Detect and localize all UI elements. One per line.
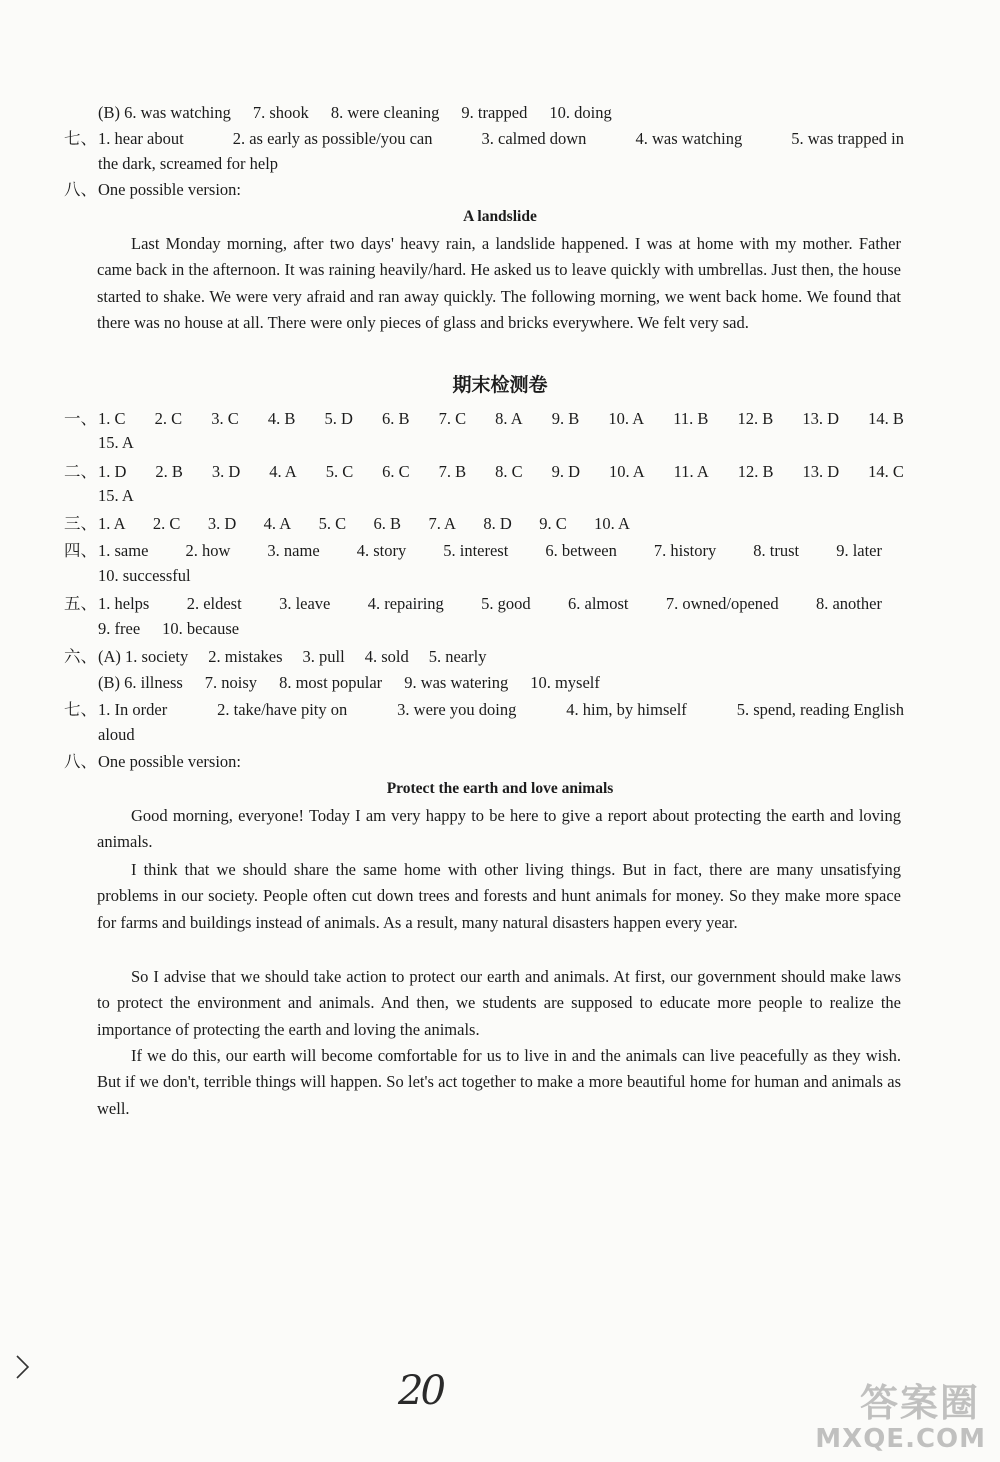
answer-list (98, 593, 882, 615)
answer-text: 15. A (98, 486, 134, 505)
answer-item: 10. because (162, 619, 240, 638)
answer-item: 2. mistakes (208, 647, 283, 666)
intro-text: One possible version: (98, 180, 241, 199)
answer-item: 7. noisy (204, 673, 258, 692)
answer-item: 4. B (267, 409, 296, 428)
answer-item: 4. him, by himself (566, 700, 687, 719)
answer-item: 9. later (836, 541, 882, 560)
answer-item: 7. B (438, 462, 467, 481)
chevron-right-icon (14, 1352, 32, 1382)
answer-list (98, 618, 904, 640)
answer-item: 10. myself (530, 673, 600, 692)
answer-item: 2. as early as possible/you can (232, 129, 433, 148)
answer-item: 5. interest (443, 541, 509, 560)
answer-item: 4. was watching (635, 129, 743, 148)
answer-item: 5. C (318, 514, 347, 533)
answer-item: 7. shook (252, 103, 309, 122)
question-label: 七、 (64, 700, 97, 719)
answer-item: 13. D (802, 462, 840, 481)
question-label: 一、 (64, 409, 97, 428)
answer-list (98, 128, 904, 150)
answer-item: 2. C (154, 409, 183, 428)
answer-item: 6. B (373, 514, 402, 533)
answer-item: 8. C (495, 462, 523, 481)
answer-item: 4. sold (364, 647, 409, 666)
answer-item: 5. was trapped in (791, 129, 904, 148)
question-label: 二、 (64, 462, 97, 481)
answer-item: 8. A (495, 409, 523, 428)
answer-item: 8. most popular (279, 673, 383, 692)
essay-text: So I advise that we should take action to protect our earth and animals. At first, our government should make laws to protect the environment and animals. And then, we students are supposed to educate more people to realize the importance of protecting the earth and loving the animals. (97, 967, 901, 1039)
question-label: 八、 (64, 180, 97, 199)
answer-list (98, 699, 904, 721)
answer-item: (A) 1. society (98, 647, 189, 666)
answer-text: 10. successful (98, 566, 191, 585)
answer-item: 8. D (483, 514, 512, 533)
answer-item: 3. name (267, 541, 320, 560)
answer-list (98, 540, 882, 562)
answer-item: 11. B (673, 409, 709, 428)
essay-paragraph-1 (97, 803, 901, 856)
answer-item: 8. trust (753, 541, 800, 560)
answer-item: 5. good (481, 594, 531, 613)
answer-item: 12. B (737, 409, 774, 428)
answer-item: 6. between (545, 541, 617, 560)
answer-item: 4. repairing (367, 594, 444, 613)
essay-text: Last Monday morning, after two days' heavy rain, a landslide happened. I was at home with my mother. Father came back in the afternoon. It was raining heavily/hard. He asked us to leave quickly with umbrellas. Just then, the house started to shake. We were very afraid and ran away quickly. The following morning, we went back home. We found that there was no house at all. There were only pieces of glass and bricks everywhere. We felt very sad. (97, 234, 901, 332)
page-number: 20 (398, 1368, 443, 1414)
answer-item: 1. hear about (98, 129, 184, 148)
essay-paragraph-4 (97, 1043, 901, 1122)
answer-list (98, 513, 630, 535)
answer-item: 3. calmed down (481, 129, 587, 148)
answer-item: (B) 6. illness (98, 673, 183, 692)
answer-item: 3. C (211, 409, 239, 428)
answer-item: 9. D (551, 462, 580, 481)
answer-item: 14. B (868, 409, 904, 428)
question-label: 六、 (64, 647, 97, 666)
essay-text: If we do this, our earth will become comfortable for us to live in and the animals can live peacefully as they wish. But if we don't, terrible things will happen. So let's act together to make a more beautiful home for human and animals as well. (97, 1046, 901, 1118)
answer-item: 5. D (324, 409, 353, 428)
answer-item: 6. almost (568, 594, 629, 613)
answer-item: 2. how (185, 541, 231, 560)
answer-item: 1. C (98, 409, 126, 428)
answer-item: 9. C (539, 514, 567, 533)
answer-text: the dark, screamed for help (98, 154, 279, 173)
essay-text: I think that we should share the same home with other living things. But in fact, there are many unsatisfying problems in our society. People often cut down trees and forests and hunt animals for money. So they make more space for farms and buildings instead of animals. As a result, many natural disasters happen every year. (97, 860, 901, 932)
answer-item: 2. B (155, 462, 183, 481)
answer-list (98, 102, 698, 124)
answer-item: 1. D (98, 462, 127, 481)
essay-paragraph-2 (97, 857, 901, 936)
answer-item: 7. C (438, 409, 467, 428)
answer-item: 4. A (263, 514, 292, 533)
answer-list (98, 408, 904, 430)
question-label: 四、 (64, 541, 97, 560)
answer-item: 5. spend, reading English (736, 700, 904, 719)
watermark-text: 答案圈 (859, 1381, 980, 1425)
answer-item: 7. owned/opened (665, 594, 779, 613)
answer-item: 6. C (382, 462, 410, 481)
answer-item: 2. eldest (186, 594, 242, 613)
essay-title: A landslide (463, 208, 537, 225)
answer-item: 14. C (868, 462, 904, 481)
answer-item: 6. B (381, 409, 410, 428)
answer-item: 10. A (608, 409, 645, 428)
essay-paragraph (97, 231, 901, 336)
essay-title: Protect the earth and love animals (386, 780, 614, 797)
answer-item: 3. D (207, 514, 237, 533)
answer-text: 15. A (98, 433, 134, 452)
answer-text: aloud (98, 725, 135, 744)
answer-list (98, 461, 904, 483)
answer-item: 5. C (325, 462, 354, 481)
answer-item: 3. leave (279, 594, 331, 613)
answer-item: 10. A (608, 462, 645, 481)
answer-item: 7. A (428, 514, 456, 533)
watermark (786, 1372, 986, 1454)
intro-text: One possible version: (98, 752, 241, 771)
answer-item: 10. doing (549, 103, 612, 122)
answer-item: 8. were cleaning (330, 103, 440, 122)
answer-item: 9. was watering (404, 673, 509, 692)
answer-item: 12. B (737, 462, 774, 481)
answer-item: 13. D (802, 409, 840, 428)
edge-mark (14, 1352, 32, 1387)
answer-item: 7. history (653, 541, 717, 560)
answer-list (98, 646, 904, 668)
answer-item: 9. free (98, 619, 141, 638)
question-label: 三、 (64, 514, 97, 533)
answer-item: 4. A (269, 462, 297, 481)
answer-item: 3. were you doing (397, 700, 517, 719)
question-label: 七、 (64, 129, 97, 148)
answer-item: 9. trapped (461, 103, 528, 122)
section-title: 期末检测卷 (452, 374, 548, 396)
essay-paragraph-3 (97, 964, 901, 1043)
answer-item: 4. story (356, 541, 407, 560)
answer-item: (B) 6. was watching (98, 103, 231, 122)
answer-item: 2. C (152, 514, 181, 533)
answer-item: 1. A (98, 514, 126, 533)
answer-item: 10. A (594, 514, 630, 533)
answer-item: 3. pull (302, 647, 345, 666)
question-label: 五、 (64, 594, 97, 613)
essay-text: Good morning, everyone! Today I am very happy to be here to give a report about protecting the earth and loving animals. (97, 806, 901, 852)
answer-item: 2. take/have pity on (217, 700, 348, 719)
answer-item: 3. D (211, 462, 241, 481)
answer-item: 1. same (98, 541, 149, 560)
answer-item: 1. In order (98, 700, 168, 719)
answer-item: 5. nearly (428, 647, 487, 666)
watermark-url: MXQE.COM (815, 1424, 986, 1454)
answer-item: 9. B (551, 409, 580, 428)
answer-item: 8. another (815, 594, 882, 613)
answer-item: 1. helps (98, 594, 150, 613)
question-label: 八、 (64, 752, 97, 771)
answer-item: 11. A (673, 462, 709, 481)
answer-list (98, 672, 904, 694)
